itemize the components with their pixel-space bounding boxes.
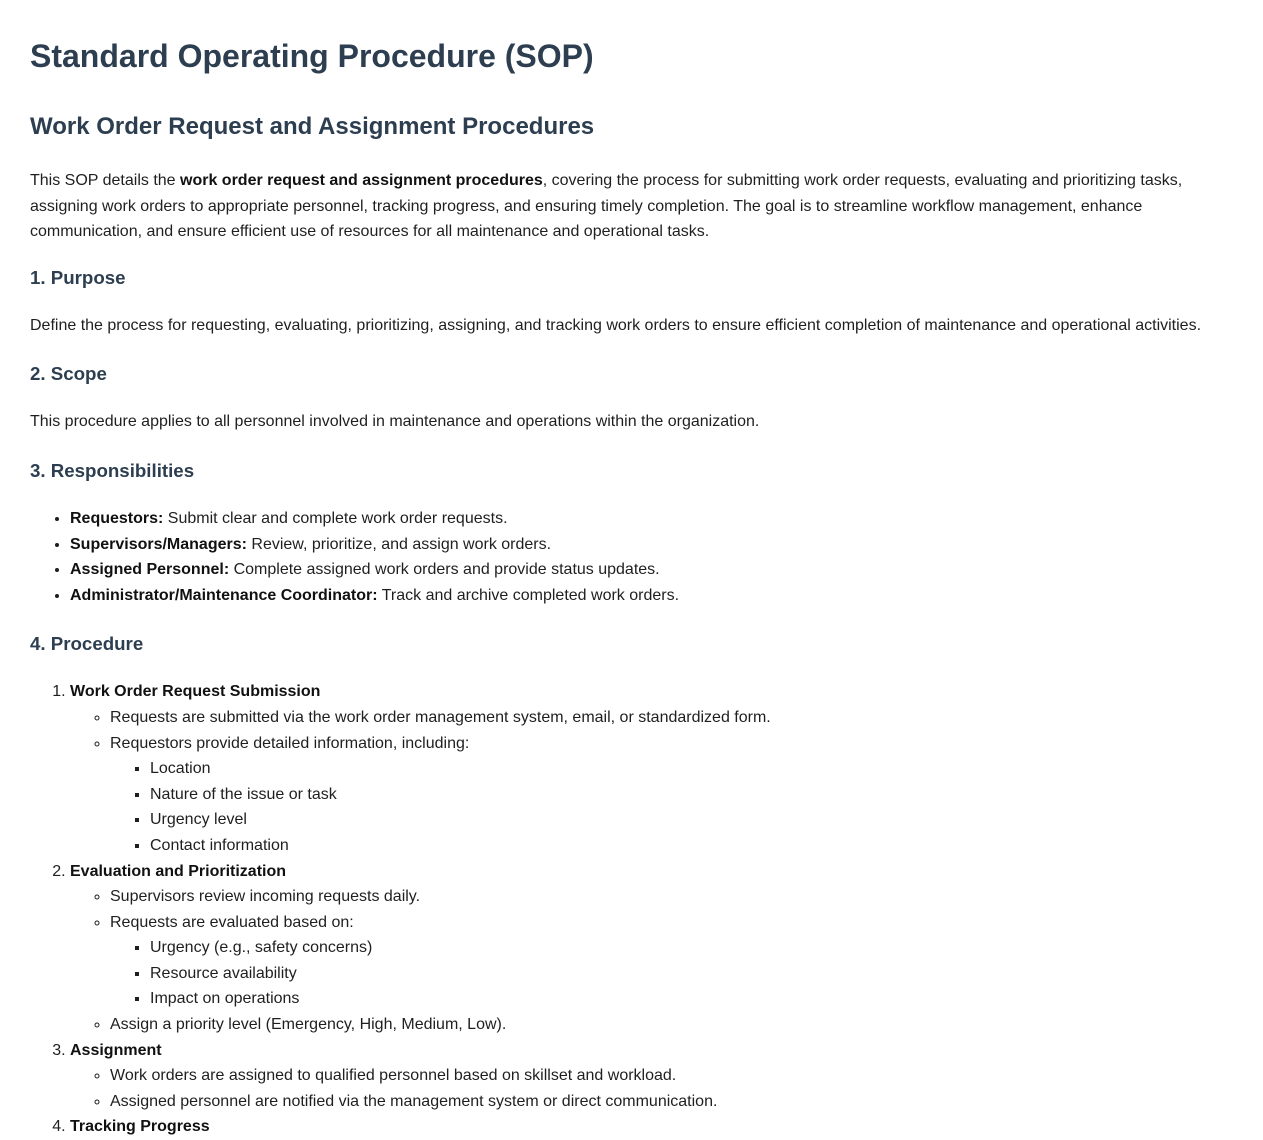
page-subtitle: Work Order Request and Assignment Procedures — [30, 113, 595, 140]
list-item — [70, 532, 1233, 558]
list-item: ▪ Location — [150, 756, 1233, 782]
step-title: Work Order Request Submission — [70, 683, 321, 701]
list-item — [110, 910, 1233, 1012]
procedure-step — [70, 679, 1233, 858]
page-title: Standard Operating Procedure (SOP) — [30, 38, 594, 74]
procedure-step — [70, 1038, 1233, 1115]
list-item — [70, 583, 1233, 609]
role-text: Review, prioritize, and assign work orders. — [246, 535, 552, 553]
list-item — [70, 557, 1233, 583]
list-item: ◦ Assigned personnel are notified via the management system or direct communication. — [110, 1089, 1233, 1115]
responsibilities-list — [30, 506, 1233, 608]
purpose-heading: 1. Purpose — [30, 266, 126, 288]
list-item — [70, 506, 1233, 532]
step-title: Evaluation and Prioritization — [70, 862, 287, 880]
step-items — [70, 884, 1233, 1038]
role-label: Requestors: — [70, 509, 164, 527]
scope-text: This procedure applies to all personnel involved in maintenance and operations within the organization. — [30, 413, 760, 431]
intro-paragraph — [30, 168, 1233, 245]
list-item: ▪ Urgency (e.g., safety concerns) — [150, 935, 1233, 961]
step-subitems — [110, 756, 1233, 858]
role-label: Assigned Personnel: — [70, 561, 230, 579]
role-label: Supervisors/Managers: — [70, 535, 247, 553]
list-item-text: Requestors provide detailed information, including: — [110, 734, 470, 752]
list-item-text: Requests are evaluated based on: — [110, 913, 354, 931]
procedure-heading: 4. Procedure — [30, 633, 144, 655]
role-text: Track and archive completed work orders. — [377, 586, 680, 604]
list-item — [110, 731, 1233, 859]
list-item: ◦ Assign a priority level (Emergency, High, Medium, Low). — [110, 1012, 1233, 1038]
intro-text-before: This SOP details the — [30, 172, 180, 189]
procedure-step — [70, 859, 1233, 1038]
role-text: Submit clear and complete work order requests. — [163, 509, 508, 527]
list-item: ▪ Impact on operations — [150, 986, 1233, 1012]
intro-text-bold: work order request and assignment procedures — [180, 172, 543, 189]
role-label: Administrator/Maintenance Coordinator: — [70, 586, 378, 604]
step-title: Assignment — [70, 1041, 162, 1059]
role-text: Complete assigned work orders and provide status updates. — [229, 561, 660, 579]
purpose-text: Define the process for requesting, evaluating, prioritizing, assigning, and tracking work orders to ensure efficient completion of maintenance and operational activities. — [30, 316, 1202, 334]
list-item: ▪ Nature of the issue or task — [150, 782, 1233, 808]
procedure-steps — [30, 679, 1233, 1140]
procedure-step — [70, 1114, 1233, 1140]
list-item: ◦ Supervisors review incoming requests daily. — [110, 884, 1233, 910]
list-item: ◦ Requests are submitted via the work order management system, email, or standardized form. — [110, 705, 1233, 731]
list-item: ▪ Contact information — [150, 833, 1233, 859]
responsibilities-heading: 3. Responsibilities — [30, 459, 195, 481]
step-items — [70, 705, 1233, 859]
list-item: ▪ Resource availability — [150, 961, 1233, 987]
step-items — [70, 1063, 1233, 1114]
step-subitems — [110, 935, 1233, 1012]
list-item: ◦ Work orders are assigned to qualified personnel based on skillset and workload. — [110, 1063, 1233, 1089]
scope-heading: 2. Scope — [30, 363, 107, 385]
intro-text-after: , covering the process for submitting work order requests, evaluating and prioritizing tasks, assigning work orders to appropriate personnel, tracking progress, and ensuring timely completion. The goal is to streamline workflow management, enhance communication, and ensure efficient use of resources for all maintenance and operational tasks. — [30, 172, 1183, 241]
list-item: ▪ Urgency level — [150, 807, 1233, 833]
step-title: Tracking Progress — [70, 1118, 210, 1136]
